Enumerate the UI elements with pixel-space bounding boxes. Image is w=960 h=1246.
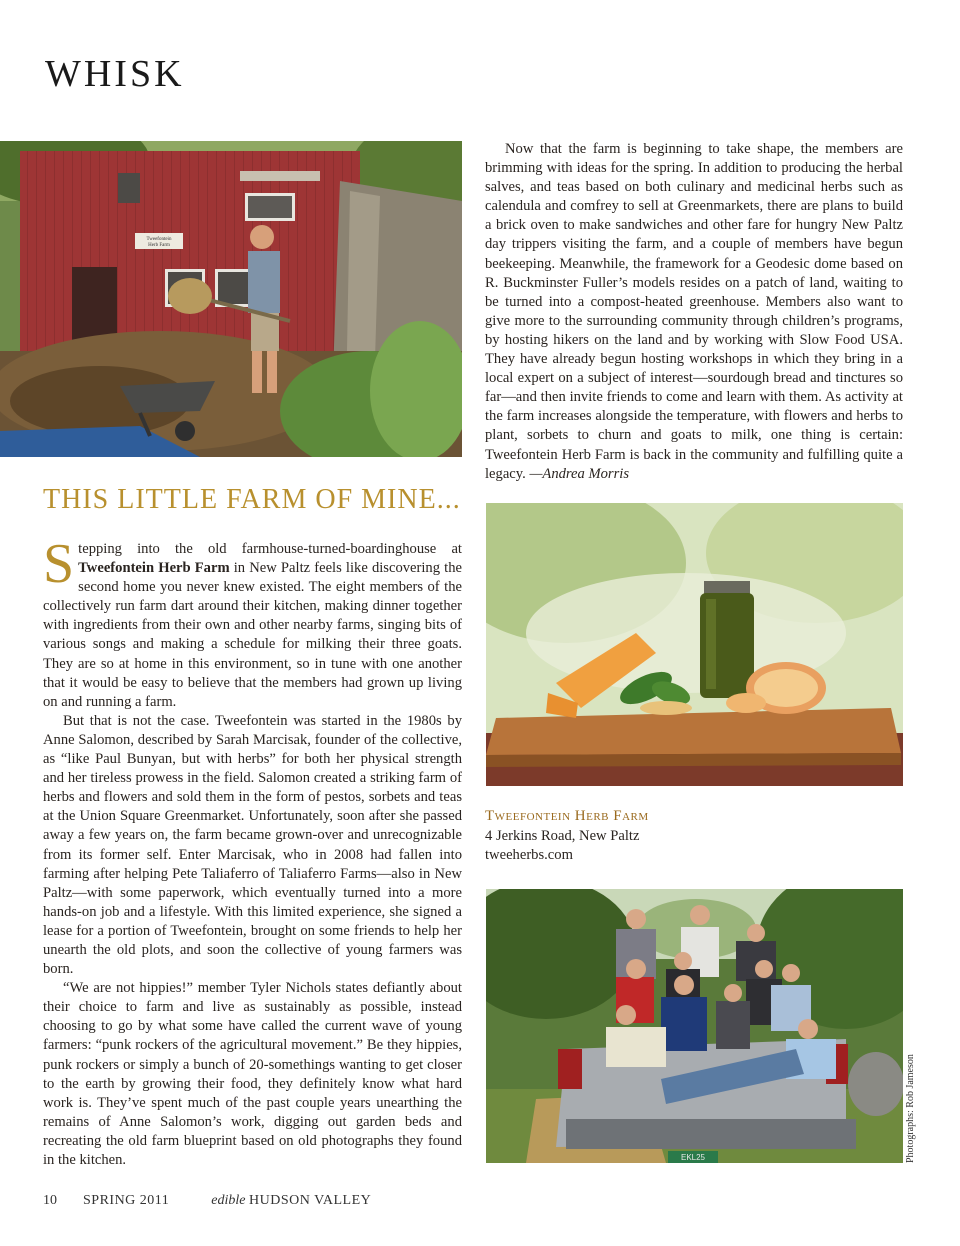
farm-info-box (485, 807, 649, 866)
magazine-name-italic: edible (211, 1193, 246, 1208)
farm-info-address: 4 Jerkins Road, New Paltz (485, 827, 640, 844)
article-headline: THIS LITTLE FARM OF MINE... (43, 484, 461, 515)
article-right-column (485, 140, 903, 484)
section-title: WHISK (45, 53, 185, 95)
photo-credit: Photographs: Rob Jameson (905, 1054, 916, 1163)
group-photo (486, 889, 903, 1163)
paragraph-1: Stepping into the old farmhouse-turned-boardinghouse at Tweefontein Herb Farm in New Paltz feels like discovering the second home you never knew existed. The eight members of the collectively run farm dart around their kitchen, making dinner together with ingredients from their own and other nearby farms, singing bits of various songs and making a schedule for milking their three goats. They are so at home in this environment, so in tune with one another that it would be easy to believe that the members had grown up living on and running a farm. (43, 533, 462, 710)
magazine-name: HUDSON VALLEY (249, 1193, 372, 1208)
paragraph-4: Now that the farm is beginning to take shape, the members are brimming with ideas for the spring. In addition to producing the herbal salves, and teas based on both culinary and medicinal herbs such as calendula and comfrey to sell at Greenmarkets, there are plans to build a brick oven to make sandwiches and other fare for hungry New Paltz day trippers visiting the farm, and a couple of members have begun beekeeping. Meanwhile, the framework for a Geodesic dome based on R. Buckminster Fuller’s models resides on a patch of land, waiting to be turned into a compost-heated greenhouse. Members also want to give more to the surrounding community through children’s programs, by hosting hikers on the land and by working with Slow Food USA. They have already begun hosting workshops in which they bring in a local expert on a subject of interest—sourdough bread and tinctures so far—and then invite friends to come and learn with them. As activity at the farm increases alongside the temperature, with flowers and herbs to plant, sorbets to churn and goats to milk, one thing is certain: Tweefontein Herb Farm is back in the community and fulfilling quite a legacy. —Andrea Morris (485, 141, 903, 482)
farm-info-website[interactable]: tweeherbs.com (485, 847, 573, 863)
article-left-column (43, 533, 462, 1170)
farm-info-name: Tweefontein Herb Farm (485, 808, 649, 824)
drop-cap: S (43, 533, 75, 595)
license-plate: EKL25 (680, 1153, 706, 1162)
issue-date: SPRING 2011 (83, 1193, 170, 1208)
page-number: 10 (43, 1193, 57, 1208)
byline: —Andrea Morris (529, 465, 630, 482)
farm-name-bold: Tweefontein Herb Farm (78, 560, 230, 577)
farm-sign-text: Tweefontein (146, 237, 172, 242)
page-footer (43, 1193, 371, 1209)
paragraph-2: But that is not the case. Tweefontein was started in the 1980s by Anne Salomon, described by Sarah Marcisak, founder of the collective, as “like Paul Bunyan, but with herbs” for both her physical strength and her tireless prowess in the field. Salomon created a striking farm of herbs and flowers and sold them in the form of pestos, sorbets and teas at the Union Square Greenmarket. Unfortunately, soon after she passed away a few years on, the farm became grown-over and unrecognizable from its former self. Enter Marcisak, who in 2008 had fallen into farming after helping Pete Taliaferro of Taliaferro Farms—also in New Paltz—with some paperwork, which eventually turned into a more hands-on job and a lifestyle. With this limited experience, she signed a lease for a portion of Tweefontein, brought on some friends to help her unearth the old plots, and soon the collective of young farmers was born. (43, 712, 462, 978)
svg-text:Herb Farm: Herb Farm (148, 243, 170, 248)
paragraph-3: “We are not hippies!” member Tyler Nichols states defiantly about their choice to farm and live as sustainably as possible, instead choosing to go by what some have called the current wave of young farmers: “punk rockers of the agricultural movement.” Be they hippies, punk rockers or simply a bunch of 20-somethings wanting to get closer to the earth by growing their food, they definitely know what hard work is. They’ve spent much of the past couple years unearthing the remains of Anne Salomon’s work, digging out garden beds and recreating the old farm blueprint based on old photographs they found in the kitchen. (43, 980, 462, 1168)
pesto-photo (486, 503, 903, 786)
farm-photo (0, 141, 462, 457)
